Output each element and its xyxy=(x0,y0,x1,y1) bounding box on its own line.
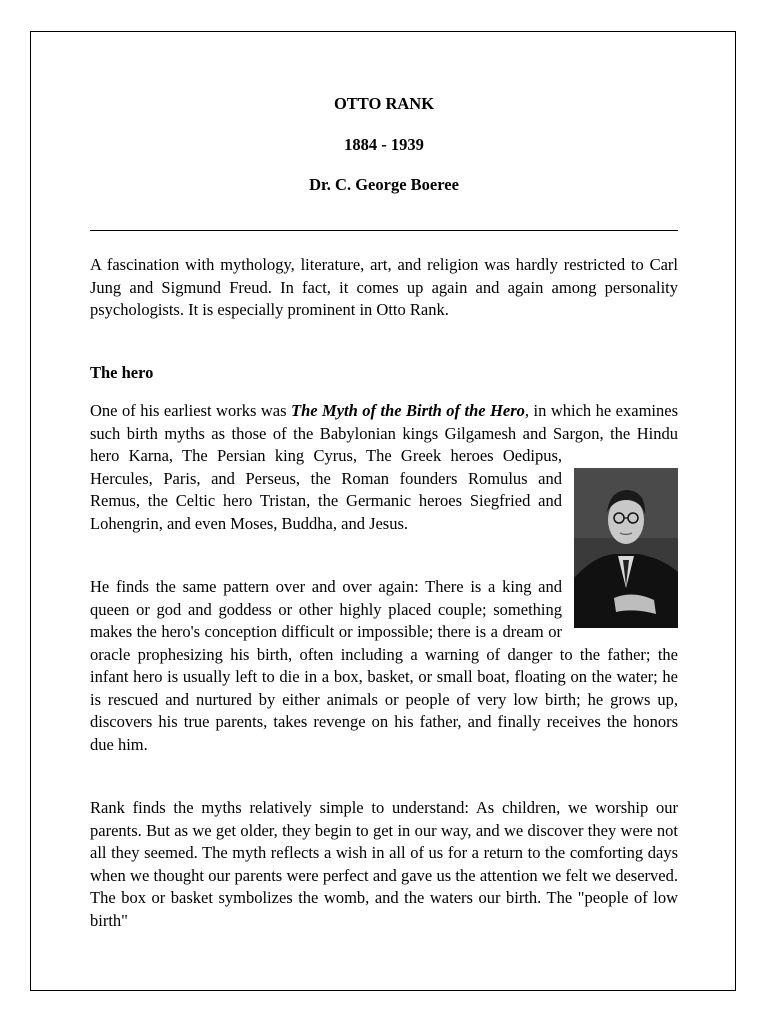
header-divider xyxy=(90,230,678,231)
pattern-text: He finds the same pattern over and over again: There is a king and queen or god and goddess or other highly placed couple; something makes the hero's conception difficult or impossible; there is a dream or oracle prophesizing his birth, often including a warning of danger to the father; the infant hero is usually left to die in a box, basket, or small boat, floating on the water; he is rescued and nurtured by either animals or people of very low birth; he grows up, discovers his true parents, takes revenge on his father, and finally receives the honors due him. xyxy=(90,577,678,754)
book-title: The Myth of the Birth of the Hero xyxy=(290,401,525,420)
hero-text-post: , in which he examines such birth myths as those of the Babylonian kings Gilgamesh and Sargon, the Hindu hero Karna, The Persian king Cyrus, The Greek heroes Oedipus, Hercules, Paris, and Perseus, the Roman founders Romulus and Remus, the Celtic hero Tristan, the Germanic heroes Siegfried and Lohengrin, and even Moses, Buddha, and Jesus. xyxy=(90,401,678,533)
document-title: OTTO RANK xyxy=(333,94,435,113)
hero-text-pre: One of his earliest works was xyxy=(90,401,291,420)
document-years: 1884 - 1939 xyxy=(344,135,424,154)
pattern-paragraph xyxy=(90,576,678,756)
interpretation-paragraph: Rank finds the myths relatively simple to understand: As children, we worship our parents. But as we get older, they begin to get in our way, and we discover they were not all they seemed. The myth reflects a wish in all of us for a return to the comforting days when we thought our parents were perfect and gave us the attention we felt we deserved. The box or basket symbolizes the womb, and the waters our birth. The "people of low birth" xyxy=(90,798,678,930)
document-author: Dr. C. George Boeree xyxy=(309,175,459,194)
intro-paragraph: A fascination with mythology, literature, art, and religion was hardly restricted to Carl Jung and Sigmund Freud. In fact, it comes up again and again among personality psychologists. It is especially prominent in Otto Rank. xyxy=(90,255,678,319)
section-heading: The hero xyxy=(90,363,154,382)
